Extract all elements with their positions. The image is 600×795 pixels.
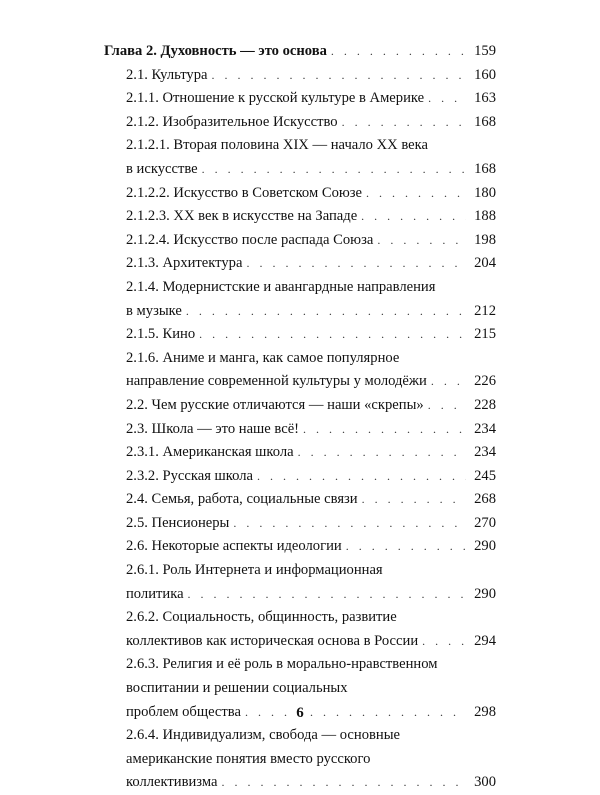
toc-entry bbox=[104, 465, 496, 489]
toc-entry-title: 2.6. Некоторые аспекты идеологии bbox=[126, 538, 342, 555]
toc-entry-title: 2.1.6. Аниме и манга, как самое популярное bbox=[126, 349, 400, 366]
toc-page-number: 198 bbox=[474, 231, 496, 248]
toc-entry-line bbox=[104, 559, 496, 583]
toc-entry bbox=[104, 300, 496, 324]
toc-page-number: 290 bbox=[474, 585, 496, 602]
toc-entry-title: 2.1.2.4. Искусство после распада Союза bbox=[126, 231, 374, 248]
toc-entry-title: 2.3.2. Русская школа bbox=[126, 467, 254, 484]
toc-page-number: 212 bbox=[474, 302, 496, 319]
toc-entry-title: 2.3. Школа — это наше всё! bbox=[126, 420, 300, 437]
toc-page-number: 163 bbox=[474, 90, 496, 107]
toc-entry bbox=[104, 158, 496, 182]
toc-entry bbox=[104, 111, 496, 135]
toc-entry-line bbox=[104, 748, 496, 772]
dot-leader bbox=[422, 630, 466, 654]
toc-entry-title: 2.1.2. Изобразительное Искусство bbox=[126, 113, 338, 130]
dot-leader bbox=[186, 300, 466, 324]
dot-leader bbox=[342, 111, 466, 135]
toc-entry-title: коллективов как историческая основа в России bbox=[126, 632, 419, 649]
toc-entry bbox=[104, 205, 496, 229]
toc-page-number: 245 bbox=[474, 467, 496, 484]
dot-leader bbox=[362, 488, 466, 512]
toc-entry bbox=[104, 182, 496, 206]
toc-page-number: 160 bbox=[474, 66, 496, 83]
toc-entry bbox=[104, 87, 496, 111]
toc-entry-title: 2.1.2.3. XX век в искусстве на Западе bbox=[126, 208, 358, 225]
toc-entry-title: 2.1.2.2. Искусство в Советском Союзе bbox=[126, 184, 363, 201]
dot-leader bbox=[246, 252, 466, 276]
toc-entry-title: 2.4. Семья, работа, социальные связи bbox=[126, 491, 358, 508]
toc-entry-title: 2.1. Культура bbox=[126, 66, 208, 83]
toc-page-number: 215 bbox=[474, 326, 496, 343]
dot-leader bbox=[199, 323, 466, 347]
toc-page-number: 234 bbox=[474, 444, 496, 461]
dot-leader bbox=[188, 583, 466, 607]
toc-entry-title: 2.1.5. Кино bbox=[126, 326, 196, 343]
toc-entry-title: 2.6.2. Социальность, общинность, развитие bbox=[126, 609, 397, 626]
dot-leader bbox=[331, 40, 466, 64]
toc-entry-title: 2.1.3. Архитектура bbox=[126, 255, 243, 272]
toc-page-number: 300 bbox=[474, 774, 496, 791]
dot-leader bbox=[298, 441, 466, 465]
toc-entry-title: воспитании и решении социальных bbox=[126, 680, 348, 697]
toc-entry bbox=[104, 630, 496, 654]
toc-page-number: 234 bbox=[474, 420, 496, 437]
toc-entry-line bbox=[104, 677, 496, 701]
toc-entry-title: в искусстве bbox=[126, 160, 198, 177]
toc-entry-line bbox=[104, 134, 496, 158]
toc-entry bbox=[104, 441, 496, 465]
toc-page-number: 159 bbox=[474, 43, 496, 59]
toc-entry-title: 2.3.1. Американская школа bbox=[126, 444, 294, 461]
toc-entry bbox=[104, 535, 496, 559]
toc-entry-title: 2.1.2.1. Вторая половина XIX — начало XX века bbox=[126, 137, 428, 154]
toc-entry-title: коллективизма bbox=[126, 774, 218, 791]
toc-entry-line bbox=[104, 724, 496, 748]
toc-entry-title: направление современной культуры у молодёжи bbox=[126, 373, 427, 390]
dot-leader bbox=[346, 535, 466, 559]
dot-leader bbox=[428, 394, 466, 418]
dot-leader bbox=[221, 771, 466, 795]
dot-leader bbox=[211, 64, 466, 88]
toc-page-number: 268 bbox=[474, 491, 496, 508]
toc-entry-title: Глава 2. Духовность — это основа bbox=[104, 43, 327, 59]
toc-entry-title: политика bbox=[126, 585, 184, 602]
toc-entry bbox=[104, 370, 496, 394]
dot-leader bbox=[303, 418, 466, 442]
toc-entry-title: 2.6.3. Религия и её роль в морально-нравственном bbox=[126, 656, 438, 673]
toc-page-number: 228 bbox=[474, 396, 496, 413]
toc-entry bbox=[104, 418, 496, 442]
dot-leader bbox=[233, 512, 466, 536]
dot-leader bbox=[377, 229, 466, 253]
toc-entry-title: 2.2. Чем русские отличаются — наши «скрепы» bbox=[126, 396, 424, 413]
toc-page-number: 188 bbox=[474, 208, 496, 225]
toc-entry-title: проблем общества bbox=[126, 703, 241, 720]
toc-entry bbox=[104, 512, 496, 536]
dot-leader bbox=[431, 370, 466, 394]
toc-entry bbox=[104, 229, 496, 253]
table-of-contents bbox=[104, 40, 496, 795]
toc-entry bbox=[104, 488, 496, 512]
toc-entry bbox=[104, 394, 496, 418]
toc-entry-title: американские понятия вместо русского bbox=[126, 750, 371, 767]
toc-page-number: 226 bbox=[474, 373, 496, 390]
toc-entry-line bbox=[104, 653, 496, 677]
toc-page-number: 168 bbox=[474, 113, 496, 130]
toc-entry-title: 2.6.4. Индивидуализм, свобода — основные bbox=[126, 727, 400, 744]
toc-entry-title: в музыке bbox=[126, 302, 182, 319]
toc-page-number: 180 bbox=[474, 184, 496, 201]
toc-entry-line bbox=[104, 606, 496, 630]
toc-entry-line bbox=[104, 276, 496, 300]
toc-entry-title: 2.1.1. Отношение к русской культуре в Америке bbox=[126, 90, 425, 107]
dot-leader bbox=[366, 182, 466, 206]
dot-leader bbox=[202, 158, 466, 182]
toc-page-number: 290 bbox=[474, 538, 496, 555]
dot-leader bbox=[428, 87, 466, 111]
page-number-footer: 6 bbox=[296, 705, 304, 721]
dot-leader bbox=[257, 465, 466, 489]
toc-page-number: 204 bbox=[474, 255, 496, 272]
toc-entry bbox=[104, 323, 496, 347]
toc-entry-line bbox=[104, 347, 496, 371]
toc-entry-title: 2.1.4. Модернистские и авангардные направления bbox=[126, 278, 436, 295]
toc-page-number: 294 bbox=[474, 632, 496, 649]
toc-page-number: 168 bbox=[474, 160, 496, 177]
toc-entry bbox=[104, 64, 496, 88]
dot-leader bbox=[361, 205, 466, 229]
toc-entry bbox=[104, 252, 496, 276]
toc-entry bbox=[104, 771, 496, 795]
toc-entry bbox=[104, 583, 496, 607]
toc-entry-title: 2.5. Пенсионеры bbox=[126, 514, 230, 531]
toc-entry bbox=[104, 40, 496, 64]
toc-page-number: 298 bbox=[474, 703, 496, 720]
toc-entry-title: 2.6.1. Роль Интернета и информационная bbox=[126, 562, 383, 579]
toc-page-number: 270 bbox=[474, 514, 496, 531]
